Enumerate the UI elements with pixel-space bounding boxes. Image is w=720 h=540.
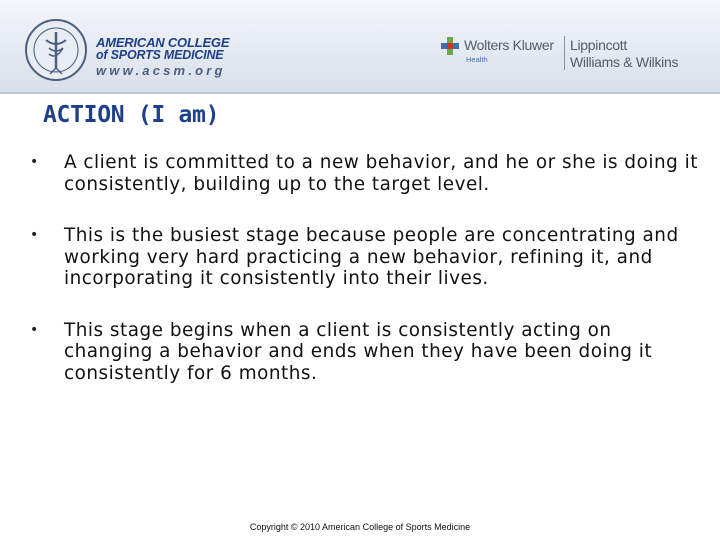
header-divider — [0, 92, 720, 94]
bullet-text: This stage begins when a client is consistently acting on changing a behavior and ends when they have been doing it consistently for 6 months. — [64, 319, 653, 384]
bullet-item — [30, 320, 700, 385]
bullet-item — [30, 225, 700, 290]
lww-line2: Williams & Wilkins — [570, 54, 679, 70]
acsm-url: www.acsm.org — [96, 63, 226, 78]
wolters-kluwer-health: Health — [466, 55, 488, 64]
header-banner — [0, 0, 720, 92]
slide-title: ACTION (I am) — [43, 102, 220, 128]
bullet-icon: • — [30, 227, 39, 243]
bullet-item — [30, 152, 700, 195]
bullet-icon: • — [30, 154, 39, 170]
bullet-list — [30, 150, 700, 384]
acsm-name-line1: AMERICAN COLLEGE — [96, 35, 230, 50]
lww-wordmark — [570, 37, 678, 71]
logo-divider — [564, 36, 565, 70]
bullet-icon: • — [30, 321, 39, 338]
wolters-kluwer-logo-icon — [440, 36, 460, 56]
acsm-wordmark — [96, 36, 246, 78]
copyright-footer: Copyright © 2010 American College of Sports Medicine — [249, 522, 471, 532]
lww-line1: Lippincott — [570, 37, 627, 53]
bullet-text: This is the busiest stage because people are concentrating and working very hard practicing a new behavior, refining it, and incorporating it consistently into their lives. — [64, 225, 679, 289]
bullet-text: A client is committed to a new behavior, and he or she is doing it consistently, building up to the target level. — [64, 152, 698, 195]
acsm-name-line2: of SPORTS MEDICINE — [96, 48, 224, 62]
wolters-kluwer-name: Wolters Kluwer — [464, 37, 554, 53]
acsm-seal-icon — [24, 18, 88, 82]
